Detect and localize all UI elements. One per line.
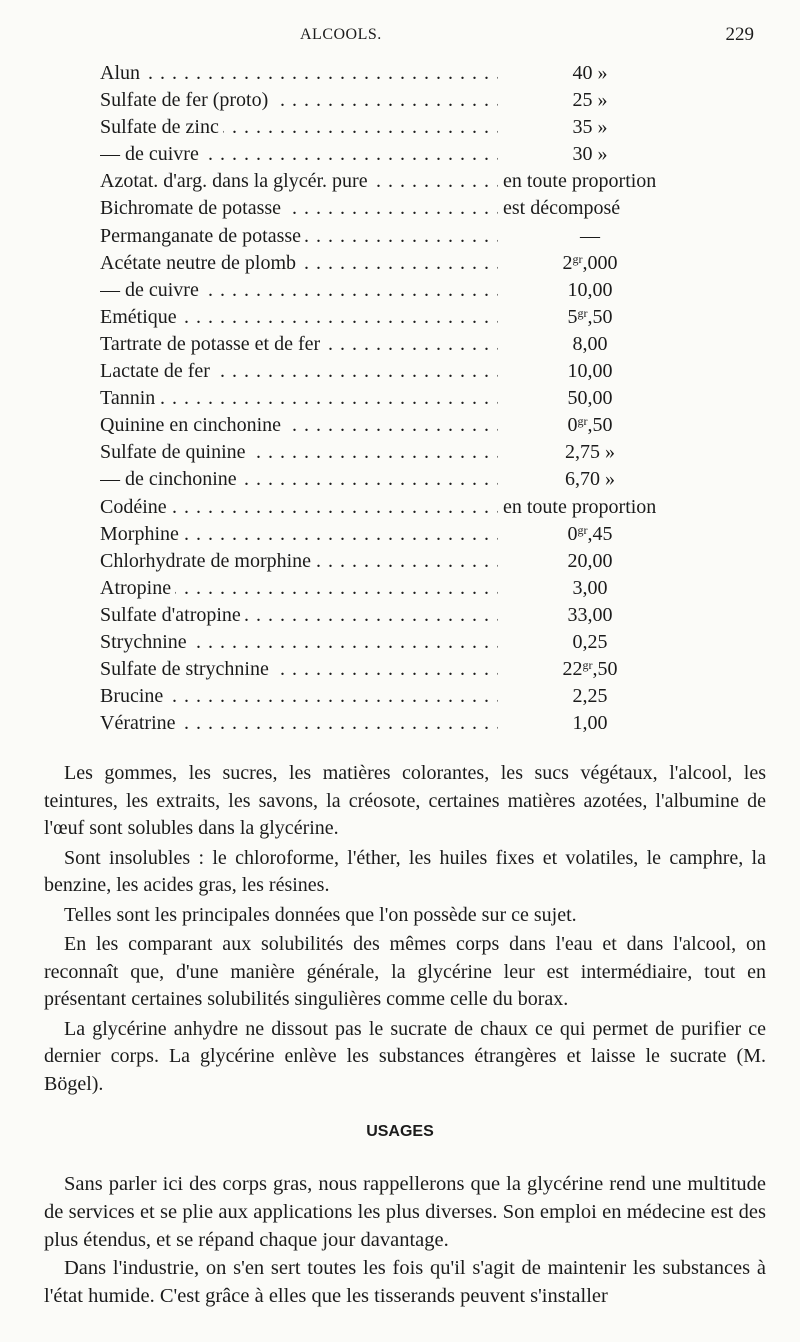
substance-name: Acétate neutre de plomb [100, 252, 300, 274]
body-text [44, 760, 766, 1098]
substance-cell [100, 629, 498, 656]
substance-cell [100, 304, 498, 331]
substance-cell [100, 168, 498, 195]
paragraph: Telles sont les principales données que l'on possède sur ce sujet. [64, 903, 577, 926]
table-row [0, 602, 800, 629]
substance-name: Sulfate d'atropine [100, 604, 245, 626]
substance-cell [100, 656, 498, 683]
paragraph: Dans l'industrie, on s'en sert toutes les fois qu'il s'agit de maintenir les substances à l'état humide. C'est grâce à elles que les tisserands peuvent s'installer [44, 1257, 766, 1307]
substance-cell [100, 521, 498, 548]
substance-name: Atropine [100, 577, 175, 599]
substance-cell [100, 548, 498, 575]
substance-name: Tannin [100, 387, 159, 409]
solubility-value: $2^{gr},000$ [562, 251, 618, 274]
solubility-value: en toute proportion [503, 170, 657, 193]
solubility-value: 2,75 » [565, 441, 615, 464]
substance-name: Strychnine [100, 631, 191, 653]
solubility-value: 50,00 [567, 387, 613, 410]
substance-name: — de cuivre [100, 279, 203, 301]
table-row [0, 710, 800, 737]
table-row [0, 277, 800, 304]
substance-cell [100, 466, 498, 493]
table-row [0, 141, 800, 168]
solubility-value: 40 » [572, 62, 608, 84]
solubility-value: — [580, 224, 600, 247]
substance-name: Sulfate de quinine [100, 441, 250, 463]
substance-cell [100, 412, 498, 439]
substance-name: Quinine en cinchonine [100, 414, 285, 436]
table-row [0, 223, 800, 250]
substance-cell [100, 60, 498, 87]
table-row [0, 304, 800, 331]
substance-cell [100, 385, 498, 412]
page-header [0, 26, 800, 50]
table-row [0, 521, 800, 548]
substance-name: Tartrate de potasse et de fer [100, 333, 324, 355]
substance-cell [100, 602, 498, 629]
substance-cell [100, 195, 498, 222]
solubility-value: est décomposé [503, 197, 621, 220]
paragraph: En les comparant aux solubilités des mêmes corps dans l'eau et dans l'alcool, on reconnaît que, d'une manière générale, la glycérine leur est intermédiaire, tout en présentant certaines solubilités singulières comme celle du borax. [44, 933, 766, 1010]
solubility-value: en toute proportion [503, 495, 657, 518]
table-row [0, 168, 800, 195]
solubility-value: 25 » [572, 89, 608, 112]
table-row [0, 412, 800, 439]
page-number: 229 [725, 24, 754, 45]
substance-cell [100, 250, 498, 277]
table-row [0, 629, 800, 656]
substance-name: Sulfate de strychnine [100, 658, 273, 680]
table-row [0, 250, 800, 277]
substance-cell [100, 114, 498, 141]
substance-cell [100, 494, 498, 521]
solubility-value: 20,00 [567, 549, 613, 572]
substance-cell [100, 277, 498, 304]
solubility-value: 10,00 [567, 360, 613, 383]
substance-name: Codéine [100, 496, 171, 518]
substance-name: Permanganate de potasse [100, 225, 305, 247]
solubility-value: 30 » [572, 143, 608, 166]
table-row [0, 656, 800, 683]
solubility-value: 8,00 [572, 332, 608, 355]
table-row [0, 60, 800, 87]
table-row [0, 195, 800, 222]
substance-name: Sulfate de zinc [100, 116, 223, 138]
substance-name: Lactate de fer [100, 360, 214, 382]
table-row [0, 385, 800, 412]
table-row [0, 358, 800, 385]
substance-cell [100, 223, 498, 250]
substance-name: — de cuivre [100, 143, 203, 165]
substance-name: Azotat. d'arg. dans la glycér. pure [100, 170, 372, 192]
substance-name: Morphine [100, 523, 183, 545]
table-row [0, 494, 800, 521]
running-title: ALCOOLS. [300, 26, 382, 43]
table-row [0, 439, 800, 466]
paragraph: Sont insolubles : le chloroforme, l'éther, les huiles fixes et volatiles, le camphre, la benzine, les acides gras, les résines. [44, 846, 766, 896]
substance-cell [100, 575, 498, 602]
solubility-value: $0^{gr},45$ [567, 522, 613, 545]
substance-cell [100, 331, 498, 358]
table-row [0, 548, 800, 575]
section-title: USAGES [366, 1123, 434, 1140]
substance-cell [100, 710, 498, 737]
substance-cell [100, 683, 498, 710]
solubility-table [0, 60, 800, 737]
table-row [0, 87, 800, 114]
substance-name: Sulfate de fer (proto) [100, 89, 272, 111]
solubility-value: 0,25 [572, 630, 608, 653]
substance-cell [100, 87, 498, 114]
solubility-value: $5^{gr},50$ [567, 305, 613, 328]
solubility-value: 1,00 [572, 712, 608, 735]
substance-name: Brucine [100, 685, 167, 707]
solubility-value: $0^{gr},50$ [567, 414, 613, 437]
solubility-value: 6,70 » [565, 468, 615, 491]
solubility-value: 3,00 [572, 576, 608, 599]
substance-cell [100, 439, 498, 466]
table-row [0, 331, 800, 358]
paragraph: Les gommes, les sucres, les matières colorantes, les sucs végétaux, l'alcool, les teintures, les extraits, les savons, la créosote, certaines matières azotées, l'albumine de l'œuf sont solubles dans la glycérine. [44, 762, 766, 839]
paragraph: La glycérine anhydre ne dissout pas le sucrate de chaux ce qui permet de purifier ce dernier corps. La glycérine enlève les substances étrangères et laisse le sucrate (M. Bögel). [44, 1017, 766, 1095]
substance-name: Bichromate de potasse [100, 197, 285, 219]
table-row [0, 114, 800, 141]
table-row [0, 683, 800, 710]
paragraph: Sans parler ici des corps gras, nous rappellerons que la glycérine rend une multitude de services et se plie aux applications les plus diverses. Son emploi en médecine est des plus étendus, et se répand chaque jour davantage. [44, 1173, 766, 1251]
substance-name: Alun [100, 62, 144, 84]
substance-cell [100, 141, 498, 168]
solubility-value: 35 » [572, 116, 608, 139]
solubility-value: 10,00 [567, 278, 613, 301]
solubility-value: $22^{gr},50$ [562, 658, 618, 681]
table-row [0, 575, 800, 602]
usages-text [44, 1170, 766, 1310]
substance-cell [100, 358, 498, 385]
table-row [0, 466, 800, 493]
substance-name: Vératrine [100, 712, 180, 734]
solubility-value: 33,00 [567, 603, 613, 626]
substance-name: Chlorhydrate de morphine [100, 550, 315, 572]
substance-name: Emétique [100, 306, 181, 328]
solubility-value: 2,25 [572, 685, 608, 708]
substance-name: — de cinchonine [100, 468, 241, 490]
